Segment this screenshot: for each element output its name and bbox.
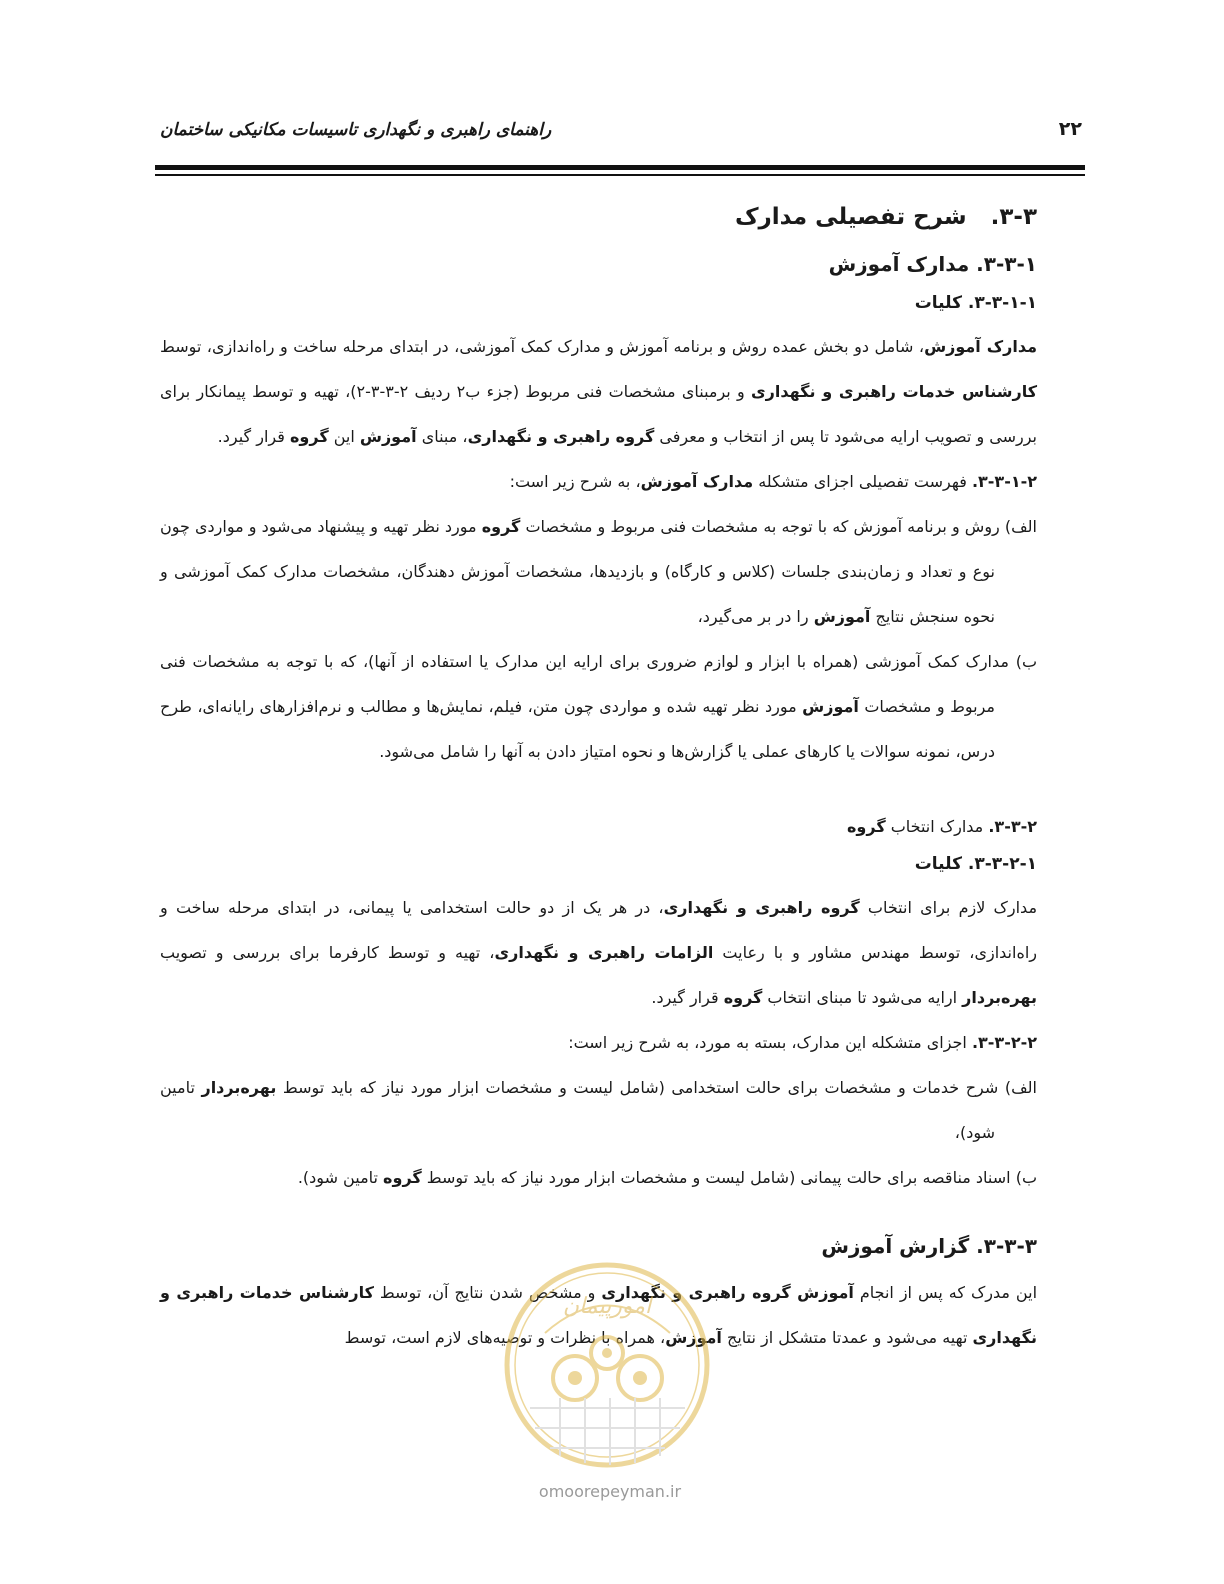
bold-term: بهره‌بردار <box>962 988 1037 1007</box>
text-run: تهیه می‌شود و عمدتا متشکل از نتایج <box>721 1328 973 1347</box>
text-run: قرار گیرد. <box>217 427 290 446</box>
text-run: و برمبنای مشخصات فنی مربوط (جزء ب۲ ردیف ۲-۳-۳-۲)، تهیه و توسط پیمانکار برای بررسی و تصویب ارایه می‌شود تا پس از انتخاب و معرفی <box>160 382 1037 446</box>
bold-term: گروه راهبری و نگهداری <box>663 898 860 917</box>
bold-term: گروه <box>289 427 329 446</box>
text-run: مورد نظر تهیه شده و مواردی چون متن، فیلم، نمایش‌ها و مطالب و نرم‌افزارهای رایانه‌ای، طرح درس، نمونه سوالات یا کارهای عملی یا گزارش‌ها و نحوه امتیاز دادن به آنها را شامل می‌شود. <box>160 697 995 761</box>
text-run: ، در هر یک از دو حالت استخدامی یا پیمانی، در ابتدای مرحله ساخت و راه‌اندازی، توسط مهندس مشاور و با رعایت <box>160 898 1037 962</box>
subsection-heading-training-report: ۳-۳-۳. گزارش آموزش <box>821 1234 1037 1258</box>
text-run: ب) مدارک کمک آموزشی (همراه با ابزار و لوازم ضروری برای ارایه این مدارک یا استفاده از آنها)، که با توجه به مشخصات فنی مربوط و مشخصات <box>160 652 1037 716</box>
content-body <box>160 200 1037 1360</box>
text-run: ارایه می‌شود تا مبنای انتخاب <box>762 988 963 1007</box>
paragraph-group-selection-intro <box>160 885 1037 1020</box>
text-run: ، همراه با نظرات و توصیه‌های لازم است، توسط <box>344 1328 666 1347</box>
running-title: راهنمای راهبری و نگهداری تاسیسات مکانیکی ساختمان <box>160 120 552 140</box>
bold-term: کارشناس خدمات راهبری و نگهداری <box>160 1283 1037 1347</box>
bold-term: بهره‌بردار <box>201 1078 277 1097</box>
text-run: الف) شرح خدمات و مشخصات برای حالت استخدامی (شامل لیست و مشخصات ابزار مورد نیاز که باید توسط <box>276 1078 1037 1097</box>
bold-term: گروه <box>383 1168 422 1187</box>
text-run: ، تهیه و توسط کارفرما برای بررسی و تصویب <box>160 943 495 962</box>
text-run: تامین شود)، <box>160 1078 995 1142</box>
clause-number: ۳-۳-۲-۲. <box>971 1033 1037 1052</box>
clause-selection-components <box>160 1020 1037 1065</box>
heading-generalities-1: ۳-۳-۱-۱. کلیات <box>914 293 1037 313</box>
list-item-b-selection <box>160 1155 1037 1200</box>
list-item-b-training <box>160 639 1037 774</box>
list-item-a-training <box>160 504 1037 639</box>
text-run: مدارک انتخاب <box>885 817 989 836</box>
bold-term: آموزش <box>813 607 871 626</box>
text-run: را در بر می‌گیرد، <box>697 607 814 626</box>
text-run: مورد نظر تهیه و پیشنهاد می‌شود و مواردی چون نوع و تعداد و زمان‌بندی جلسات (کلاس و کارگاه) و بازدیدها، مشخصات آموزش دهندگان، مشخصات مدارک کمک آموزشی و نحوه سنجش نتایج <box>160 517 995 626</box>
spacer <box>160 774 1037 804</box>
clause-training-components <box>160 459 1037 504</box>
section-title: شرح تفصیلی مدارک <box>734 204 967 230</box>
text-run: این مدرک که پس از انجام <box>853 1283 1038 1302</box>
header-rule-thick <box>155 165 1085 170</box>
text-run: این <box>328 427 360 446</box>
page-number: ۲۲ <box>1058 118 1082 140</box>
text-run: قرار گیرد. <box>651 988 724 1007</box>
bold-term: مدارک آموزش <box>924 337 1037 356</box>
text-run: فهرست تفصیلی اجزای متشکله <box>753 472 972 491</box>
bold-term: گروه <box>846 817 886 836</box>
text-run: ب) اسناد مناقصه برای حالت پیمانی (شامل لیست و مشخصات ابزار مورد نیاز که باید توسط <box>421 1168 1037 1187</box>
text-run: و مشخص شدن نتایج آن، توسط <box>373 1283 602 1302</box>
text-run: الف) روش و برنامه آموزش که با توجه به مشخصات فنی مربوط و مشخصات <box>520 517 1038 536</box>
bold-term: آموزش گروه راهبری و نگهداری <box>601 1283 854 1302</box>
bold-term: گروه راهبری و نگهداری <box>467 427 655 446</box>
bold-term: آموزش <box>359 427 417 446</box>
clause-number: ۳-۳-۲. <box>988 817 1037 836</box>
bold-term: گروه <box>481 517 521 536</box>
header-rule-thin <box>155 174 1085 176</box>
subsection-heading-training-docs: ۳-۳-۱. مدارک آموزش <box>828 252 1037 276</box>
heading-generalities-2: ۳-۳-۲-۱. کلیات <box>914 854 1037 874</box>
text-run: مدارک لازم برای انتخاب <box>859 898 1038 917</box>
clause-number: ۳-۳-۱-۲. <box>971 472 1037 491</box>
bold-term: کارشناس خدمات راهبری و نگهداری <box>751 382 1038 401</box>
text-run: اجزای متشکله این مدارک، بسته به مورد، به شرح زیر است: <box>568 1033 972 1052</box>
watermark-site: omoorepeyman.ir <box>538 1482 682 1501</box>
section-heading <box>160 200 1037 234</box>
bold-term: آموزش <box>665 1328 722 1347</box>
bold-term: آموزش <box>802 697 859 716</box>
list-item-a-selection <box>160 1065 1037 1155</box>
text-run: ، به شرح زیر است: <box>509 472 641 491</box>
watermark-logo <box>500 1258 715 1473</box>
bold-term: گروه <box>723 988 763 1007</box>
bold-term: الزامات راهبری و نگهداری <box>494 943 714 962</box>
paragraph-training-docs-intro <box>160 324 1037 459</box>
subsection-heading-group-selection <box>160 804 1037 849</box>
text-run: تامین شود). <box>297 1168 384 1187</box>
bold-term: مدارک آموزش <box>640 472 754 491</box>
section-number: ۳-۳. <box>990 204 1037 230</box>
text-run: ، شامل دو بخش عمده روش و برنامه آموزش و مدارک کمک آموزشی، در ابتدای مرحله ساخت و راه‌اندازی، توسط <box>160 337 925 356</box>
text-run: ، مبنای <box>416 427 468 446</box>
svg-text:امورپیمان: امورپیمان <box>562 1294 652 1319</box>
spacer <box>160 1200 1037 1230</box>
